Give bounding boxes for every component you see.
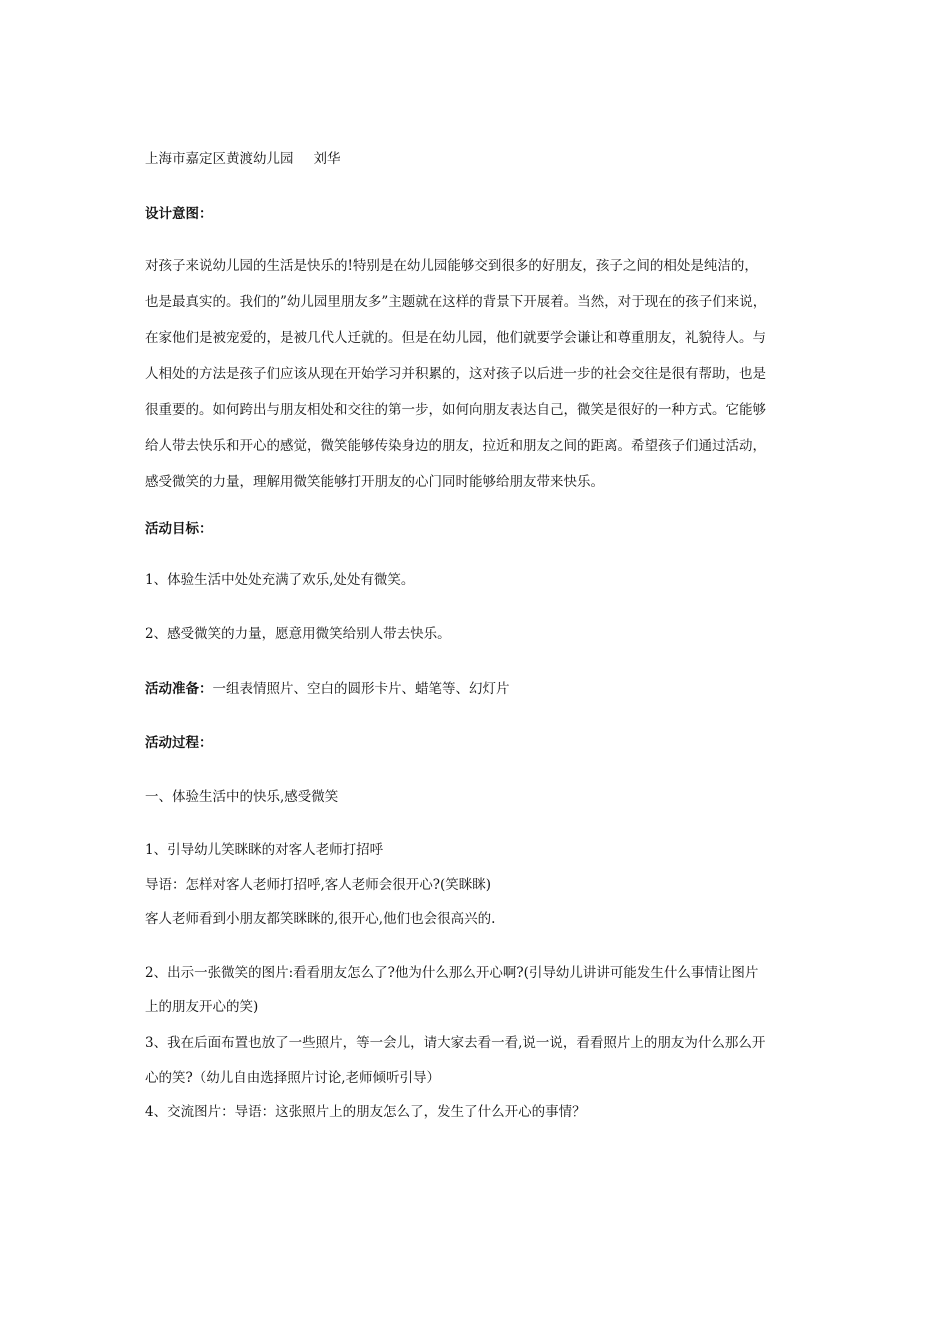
paragraph-line: 感受微笑的力量，理解用微笑能够打开朋友的心门同时能够给朋友带来快乐。 <box>145 474 604 490</box>
goals-heading: 活动目标： <box>145 521 213 537</box>
paragraph-line: 给人带去快乐和开心的感觉，微笑能够传染身边的朋友，拉近和朋友之间的距离。希望孩子们通过活动， <box>145 438 766 454</box>
section-title: 一、体验生活中的快乐,感受微笑 <box>145 789 339 805</box>
paragraph-line: 人相处的方法是孩子们应该从现在开始学习并积累的，这对孩子以后进一步的社会交往是很有帮助，也是 <box>145 366 766 382</box>
paragraph-line: 对孩子来说幼儿园的生活是快乐的!特别是在幼儿园能够交到很多的好朋友，孩子之间的相处是纯洁的， <box>145 258 758 274</box>
paragraph-line: 很重要的。如何跨出与朋友相处和交往的第一步，如何向朋友表达自己，微笑是很好的一种方式。它能够 <box>145 402 766 418</box>
goal-item: 1、体验生活中处处充满了欢乐,处处有微笑。 <box>145 572 415 588</box>
step-2-line: 上的朋友开心的笑) <box>145 999 259 1015</box>
preparation-text: 一组表情照片、空白的圆形卡片、蜡笔等、幻灯片 <box>212 681 510 697</box>
goal-item: 2、感受微笑的力量，愿意用微笑给别人带去快乐。 <box>145 626 451 642</box>
step-1-guide: 导语：怎样对客人老师打招呼,客人老师会很开心?(笑眯眯) <box>145 877 492 893</box>
paragraph-line: 也是最真实的。我们的”幼儿园里朋友多”主题就在这样的背景下开展着。当然，对于现在的孩子们来说， <box>145 294 767 310</box>
preparation-heading: 活动准备： <box>145 681 213 697</box>
step-1-note: 客人老师看到小朋友都笑眯眯的,很开心,他们也会很高兴的. <box>145 911 496 927</box>
process-heading: 活动过程： <box>145 735 213 751</box>
design-intent-heading: 设计意图： <box>145 206 213 222</box>
step-2-line: 2、出示一张微笑的图片:看看朋友怎么了?他为什么那么开心啊?(引导幼儿讲讲可能发生什么事情让图片 <box>145 965 759 981</box>
design-intent-paragraph <box>145 248 815 500</box>
step-1: 1、引导幼儿笑眯眯的对客人老师打招呼 <box>145 842 384 858</box>
step-3-line: 3、我在后面布置也放了一些照片，等一会儿，请大家去看一看,说一说，看看照片上的朋友为什么那么开 <box>145 1035 766 1051</box>
author-line <box>145 150 341 168</box>
author-name: 刘华 <box>313 151 341 167</box>
step-4: 4、交流图片：导语：这张照片上的朋友怎么了，发生了什么开心的事情？ <box>145 1104 586 1120</box>
paragraph-line: 在家他们是被宠爱的，是被几代人迁就的。但是在幼儿园，他们就要学会谦让和尊重朋友，礼貌待人。与 <box>145 330 766 346</box>
step-3-line: 心的笑?（幼儿自由选择照片讨论,老师倾听引导） <box>145 1070 441 1086</box>
preparation-line <box>145 680 510 698</box>
school-name: 上海市嘉定区黄渡幼儿园 <box>145 151 294 167</box>
